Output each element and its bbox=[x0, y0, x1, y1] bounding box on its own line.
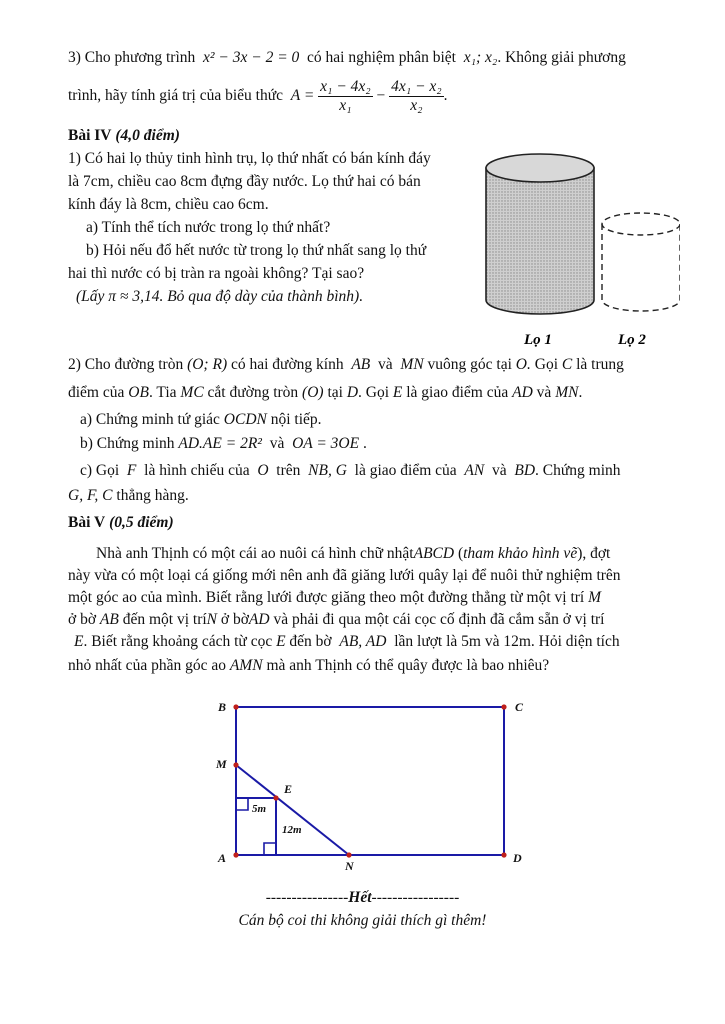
right-angle-mark-2 bbox=[264, 843, 276, 855]
label-m: M bbox=[216, 757, 227, 771]
bai4-q1b: b) Hỏi nếu đổ hết nước từ trong lọ thứ nhất sang lọ thứ bbox=[86, 242, 427, 259]
point-e bbox=[273, 795, 278, 800]
point-d bbox=[501, 852, 506, 857]
point-n bbox=[346, 852, 351, 857]
jar2-label: Lọ 2 bbox=[618, 332, 646, 348]
fraction-1: $\frac{\text{x₁ − 4x₂}}{\text{x₁}}$ bbox=[320, 78, 371, 114]
label-5m: 5m bbox=[252, 803, 267, 815]
bai4-q2-line1: 2) Cho đường tròn (O; R) có hai đường kính AB và MN vuông góc tại O. Gọi C là trung bbox=[68, 356, 624, 373]
bai5-line4: ở bờ AB đến một vị tríN ở bờAD và phải đi qua một cái cọc cố định đã cắm sẵn ở vị trí bbox=[68, 611, 605, 628]
equation: x² − 3x − 2 = 0 bbox=[203, 49, 300, 66]
bai5-line6: nhỏ nhất của phần góc ao AMN mà anh Thịnh có thể quây được là bao nhiêu? bbox=[68, 657, 550, 674]
bai4-q1-line: là 7cm, chiều cao 8cm đựng đầy nước. Lọ thứ hai có bán bbox=[68, 173, 421, 190]
bai4-q1-line: kính đáy là 8cm, chiều cao 6cm. bbox=[68, 196, 269, 213]
right-angle-mark-1 bbox=[236, 798, 248, 810]
bai4-q2-line2: điểm của OB. Tia MC cắt đường tròn (O) tại D. Gọi E là giao điểm của AD và MN. bbox=[68, 384, 583, 401]
roots: x₁; x₂ bbox=[463, 49, 498, 66]
bai4-q2b: b) Chứng minh AD.AE = 2R² và OA = 3OE . bbox=[80, 435, 367, 452]
bai4-q1-line: hai thì nước có bị tràn ra ngoài không? Tại sao? bbox=[68, 265, 365, 282]
point-c bbox=[501, 704, 506, 709]
label-12m: 12m bbox=[282, 824, 302, 836]
bai4-q1a: a) Tính thể tích nước trong lọ thứ nhất? bbox=[86, 219, 331, 236]
jar1-label: Lọ 1 bbox=[524, 332, 552, 348]
label-c: C bbox=[515, 700, 524, 714]
bai4-heading: Bài IV (4,0 điểm) bbox=[68, 127, 180, 144]
label-b: B bbox=[218, 700, 227, 714]
problem3-line1: 3) Cho phương trình x² − 3x − 2 = 0 có hai nghiệm phân biệt x₁; x₂. Không giải phương bbox=[68, 49, 626, 66]
fraction-2: $\frac{\text{4x₁ − x₂}}{\text{x₂}}$ bbox=[391, 78, 442, 114]
point-b bbox=[233, 704, 238, 709]
bai4-q2c-line1: c) Gọi F là hình chiếu của O trên NB, G là giao điểm của AN và BD. Chứng minh bbox=[80, 462, 621, 479]
label-e: E bbox=[284, 782, 293, 796]
label-a: A bbox=[218, 851, 227, 865]
point-m bbox=[233, 762, 238, 767]
footer-note: Cán bộ coi thi không giải thích gì thêm! bbox=[238, 912, 487, 929]
bai5-heading: Bài V (0,5 điểm) bbox=[68, 514, 174, 531]
label-d: D bbox=[513, 851, 522, 865]
bai5-line3: một góc ao của mình. Biết rằng lưới được giăng theo một đường thẳng từ một vị trí M bbox=[68, 589, 602, 606]
bai4-q2c-line2: G, F, C thẳng hàng. bbox=[68, 487, 189, 504]
bai4-q1-line: 1) Có hai lọ thủy tinh hình trụ, lọ thứ nhất có bán kính đáy bbox=[68, 150, 431, 167]
point-a bbox=[233, 852, 238, 857]
bai5-line5: E. Biết rằng khoảng cách từ cọc E đến bờ AB, AD lần lượt là 5m và 12m. Hỏi diện tích bbox=[74, 633, 620, 650]
bai5-line1: Nhà anh Thịnh có một cái ao nuôi cá hình chữ nhậtABCD (tham khảo hình vẽ), đợt bbox=[96, 545, 611, 562]
bai5-line2: này vừa có một loại cá giống mới nên anh đã giăng lưới quây lại để nuôi thử nghiệm trên bbox=[68, 567, 621, 584]
footer-end-mark: ----------------Hết----------------- bbox=[265, 889, 460, 906]
bai4-q2a: a) Chứng minh tứ giác OCDN nội tiếp. bbox=[80, 411, 322, 428]
problem3-line2: trình, hãy tính giá trị của biểu thức A = $\frac{\text{x₁ − 4x₂}}{\text{x₁}}$ − $\frac{\text{4x₁ − x₂}}{\text{x₂}}$ . bbox=[68, 78, 448, 114]
label-n: N bbox=[345, 859, 354, 873]
bai4-note: (Lấy π ≈ 3,14. Bỏ qua độ dày của thành bình). bbox=[76, 288, 364, 305]
